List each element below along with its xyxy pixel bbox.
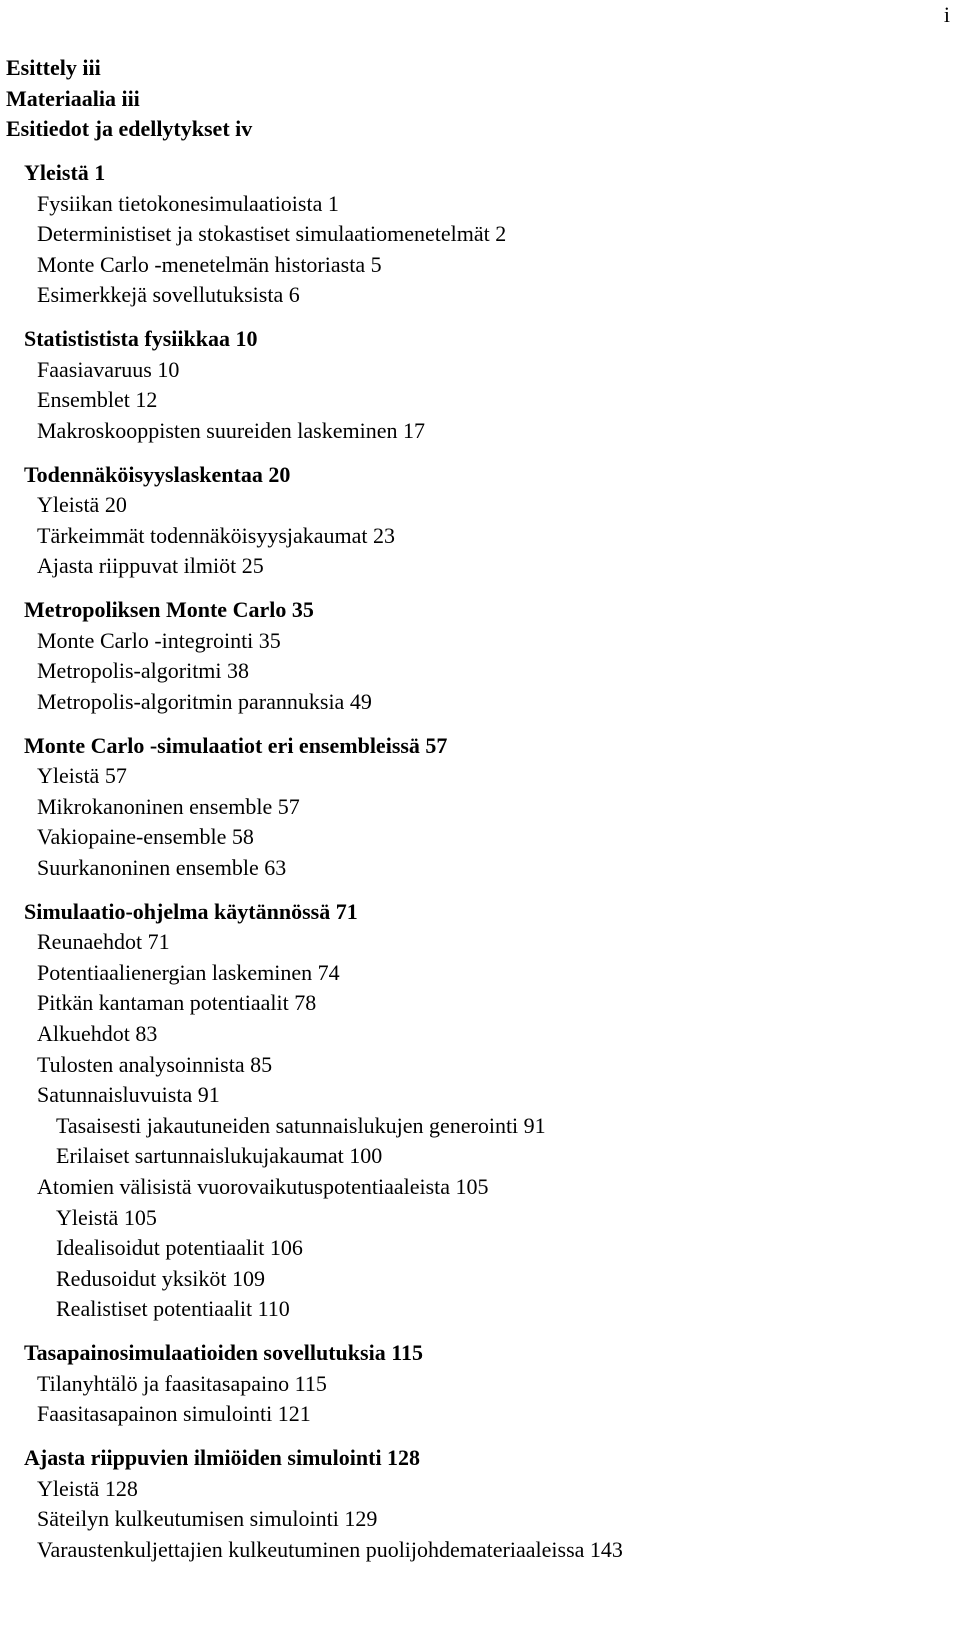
toc-section-entry[interactable]: Faasiavaruus 10 <box>37 356 180 382</box>
toc-subsection-entry[interactable]: Realistiset potentiaalit 110 <box>56 1296 290 1322</box>
toc-chapter-entry[interactable]: Monte Carlo -simulaatiot eri ensembleissä 57 <box>24 732 448 758</box>
toc-section-entry[interactable]: Yleistä 57 <box>37 763 127 789</box>
toc-front-entry[interactable]: Esittely iii <box>6 55 101 80</box>
toc-section-entry[interactable]: Ensemblet 12 <box>37 387 158 413</box>
toc-section-entry[interactable]: Varaustenkuljettajien kulkeutuminen puolijohdemateriaaleissa 143 <box>37 1536 623 1562</box>
toc-chapter-entry[interactable]: Ajasta riippuvien ilmiöiden simulointi 128 <box>24 1445 421 1471</box>
toc-section-entry[interactable]: Esimerkkejä sovellutuksista 6 <box>37 282 300 308</box>
toc-subsection-entry[interactable]: Yleistä 105 <box>56 1204 157 1230</box>
toc-chapter-entry[interactable]: Tasapainosimulaatioiden sovellutuksia 115 <box>24 1340 423 1366</box>
toc-section-entry[interactable]: Tilanyhtälö ja faasitasapaino 115 <box>37 1370 327 1396</box>
toc-section-entry[interactable]: Fysiikan tietokonesimulaatioista 1 <box>37 190 339 216</box>
toc-section-entry[interactable]: Yleistä 128 <box>37 1475 138 1501</box>
toc-section-entry[interactable]: Säteilyn kulkeutumisen simulointi 129 <box>37 1506 378 1532</box>
toc-front-entry[interactable]: Esitiedot ja edellytykset iv <box>6 116 253 141</box>
toc-chapter-entry[interactable]: Statististista fysiikkaa 10 <box>24 326 258 352</box>
toc-section-entry[interactable]: Metropolis-algoritmi 38 <box>37 658 250 684</box>
toc-section-entry[interactable]: Potentiaalienergian laskeminen 74 <box>37 959 340 985</box>
toc-section-entry[interactable]: Atomien välisistä vuorovaikutuspotentiaaleista 105 <box>37 1174 489 1199</box>
toc-chapter-entry[interactable]: Yleistä 1 <box>24 160 106 185</box>
toc-section-entry[interactable]: Vakiopaine-ensemble 58 <box>37 824 254 850</box>
toc-section-entry[interactable]: Faasitasapainon simulointi 121 <box>37 1401 311 1427</box>
toc-chapter-entry[interactable]: Simulaatio-ohjelma käytännössä 71 <box>24 898 358 924</box>
toc-chapter-entry[interactable]: Todennäköisyyslaskentaa 20 <box>24 461 291 487</box>
toc-section-entry[interactable]: Yleistä 20 <box>37 492 127 518</box>
toc-front-entry[interactable]: Materiaalia iii <box>6 85 140 111</box>
toc-subsection-entry[interactable]: Redusoidut yksiköt 109 <box>56 1265 266 1291</box>
toc-section-entry[interactable]: Ajasta riippuvat ilmiöt 25 <box>37 553 264 579</box>
toc-section-entry[interactable]: Metropolis-algoritmin parannuksia 49 <box>37 688 372 714</box>
toc-section-entry[interactable]: Pitkän kantaman potentiaalit 78 <box>37 990 317 1016</box>
toc-section-entry[interactable]: Deterministiset ja stokastiset simulaatiomenetelmät 2 <box>37 221 507 247</box>
toc-section-entry[interactable]: Mikrokanoninen ensemble 57 <box>37 793 300 819</box>
page-number: i <box>943 2 950 27</box>
toc-section-entry[interactable]: Suurkanoninen ensemble 63 <box>37 854 287 880</box>
toc-section-entry[interactable]: Makroskooppisten suureiden laskeminen 17 <box>37 417 425 443</box>
toc-section-entry[interactable]: Tärkeimmät todennäköisyysjakaumat 23 <box>37 522 396 548</box>
toc-subsection-entry[interactable]: Idealisoidut potentiaalit 106 <box>56 1235 303 1261</box>
toc-section-entry[interactable]: Satunnaisluvuista 91 <box>37 1082 220 1108</box>
toc-section-entry[interactable]: Monte Carlo -menetelmän historiasta 5 <box>37 251 382 277</box>
toc-subsection-entry[interactable]: Tasaisesti jakautuneiden satunnaislukujen generointi 91 <box>56 1112 546 1138</box>
toc-section-entry[interactable]: Monte Carlo -integrointi 35 <box>37 627 281 653</box>
toc-subsection-entry[interactable]: Erilaiset sartunnaislukujakaumat 100 <box>56 1143 383 1169</box>
toc-section-entry[interactable]: Reunaehdot 71 <box>37 929 170 955</box>
toc-section-entry[interactable]: Alkuehdot 83 <box>37 1021 158 1046</box>
toc-section-entry[interactable]: Tulosten analysoinnista 85 <box>37 1051 273 1077</box>
toc-chapter-entry[interactable]: Metropoliksen Monte Carlo 35 <box>24 597 314 623</box>
